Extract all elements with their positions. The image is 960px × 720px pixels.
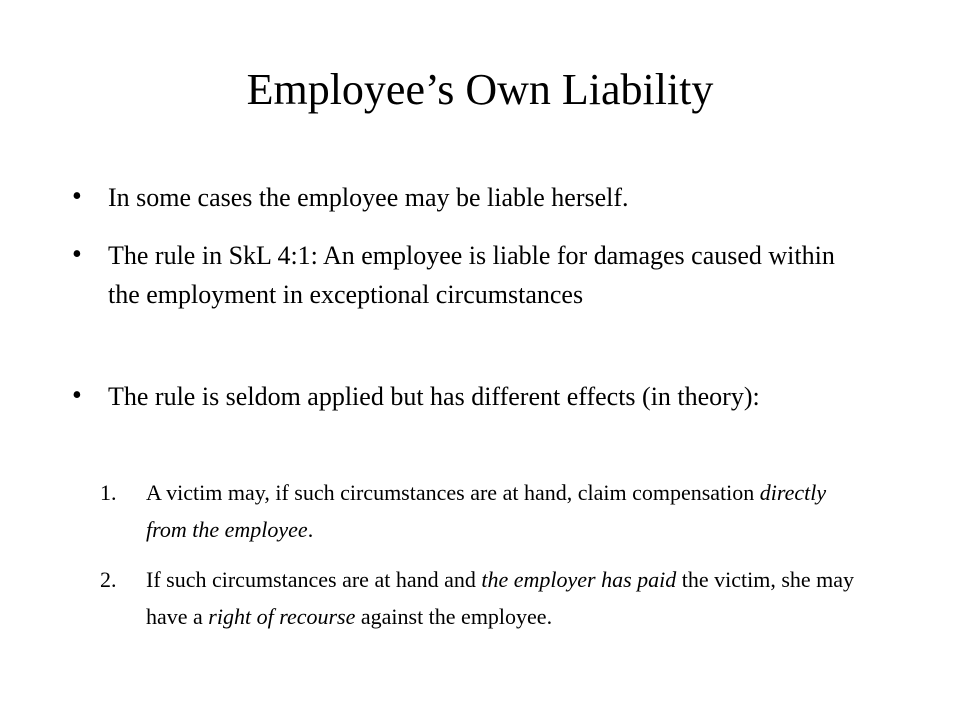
item-text bbox=[146, 474, 866, 548]
item-number: 2. bbox=[100, 567, 117, 592]
item-number: 1. bbox=[100, 480, 117, 505]
bullet-text: The rule in SkL 4:1: An employee is liable for damages caused within the employment in exceptional circumstances bbox=[108, 241, 835, 309]
item-text-part: If such circumstances are at hand and bbox=[146, 567, 482, 592]
bullet-text: The rule is seldom applied but has different effects (in theory): bbox=[108, 382, 760, 411]
item-text-italic: directly from the employee bbox=[146, 480, 827, 542]
item-text-part: the victim, she may have a bbox=[146, 567, 855, 629]
item-text bbox=[146, 561, 866, 635]
bullet-text: In some cases the employee may be liable herself. bbox=[108, 183, 629, 212]
item-text-part: against the employee. bbox=[355, 604, 553, 629]
item-text-italic: right of recourse bbox=[208, 604, 356, 629]
item-text-italic: the employer has paid bbox=[481, 567, 677, 592]
bullet-marker: • bbox=[72, 380, 82, 411]
item-text-part: A victim may, if such circumstances are at hand, claim compensation bbox=[146, 480, 760, 505]
bullet-marker: • bbox=[72, 239, 82, 270]
bullet-marker: • bbox=[72, 181, 82, 212]
item-text-part: . bbox=[307, 517, 314, 542]
slide-title: Employee’s Own Liability bbox=[246, 65, 714, 114]
